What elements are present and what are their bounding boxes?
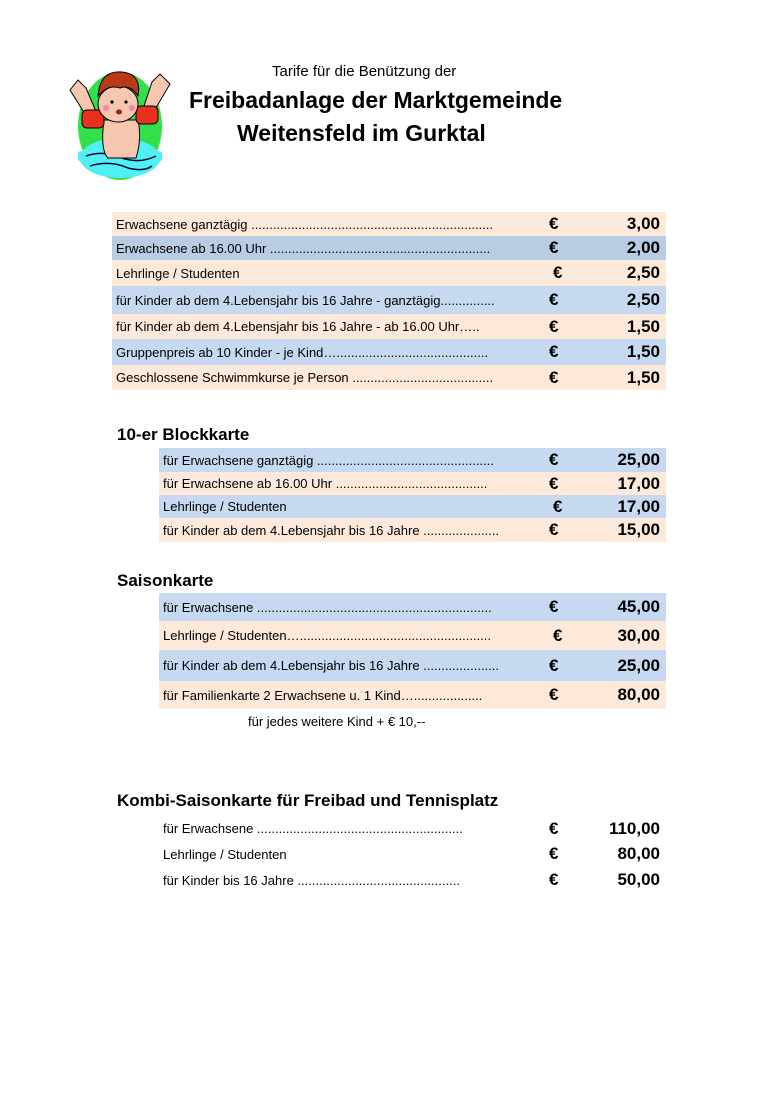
price-label: für Kinder ab dem 4.Lebensjahr bis 16 Jahre ..................... [163,658,500,673]
header-subtitle: Tarife für die Benützung der [272,63,457,80]
price-value: 1,50 [626,342,660,361]
price-label: Lehrlinge / Studenten [163,499,287,514]
price-row [159,841,666,867]
price-label: für Kinder ab dem 4.Lebensjahr bis 16 Jahre - ab 16.00 Uhr….. [116,319,480,334]
euro-symbol: € [549,597,559,616]
price-row [112,286,666,314]
euro-symbol: € [553,263,563,282]
season-price-table [159,593,666,709]
price-value: 17,00 [617,496,660,516]
price-value: 2,00 [626,238,660,257]
price-value: 15,00 [617,520,660,539]
price-value: 25,00 [617,655,660,675]
price-value: 45,00 [617,597,660,616]
price-label: Geschlossene Schwimmkurse je Person ....................................... [116,370,494,385]
euro-symbol: € [549,214,559,233]
price-label: für Erwachsene ......................................................... [163,821,463,836]
euro-symbol: € [549,520,559,539]
price-row [159,621,666,650]
euro-symbol: € [549,844,559,863]
section-title-season: Saisonkarte [117,571,214,590]
price-label: Lehrlinge / Studenten…..................................................... [163,628,492,643]
price-label: für Erwachsene ab 16.00 Uhr .......................................... [163,476,488,491]
header-title-line1: Freibadanlage der Marktgemeinde [189,87,563,113]
additional-child-note: für jedes weitere Kind + € 10,-- [248,714,426,729]
price-value: 30,00 [617,625,660,645]
daily-price-table [112,212,666,390]
price-value: 1,50 [626,367,660,387]
price-row [112,236,666,260]
block-price-table [159,448,666,542]
price-value: 1,50 [626,316,660,336]
euro-symbol: € [549,367,559,387]
price-row [159,593,666,621]
price-value: 110,00 [608,818,660,838]
euro-symbol: € [549,818,559,838]
price-row [112,212,666,236]
price-value: 80,00 [617,685,660,704]
euro-symbol: € [553,496,563,516]
price-row [159,681,666,709]
header-title-line2: Weitensfeld im Gurktal [237,120,486,146]
price-value: 2,50 [626,263,660,282]
price-label: für Erwachsene ................................................................. [163,599,492,615]
price-value: 17,00 [617,473,660,493]
price-value: 50,00 [617,870,660,889]
euro-symbol: € [549,316,559,336]
price-row [159,495,666,518]
price-row [112,260,666,286]
section-title-combo: Kombi-Saisonkarte für Freibad und Tennisplatz [117,791,499,810]
price-label: für Familienkarte 2 Erwachsene u. 1 Kind…................... [163,687,483,703]
price-value: 80,00 [617,844,660,863]
price-label: Lehrlinge / Studenten [163,846,287,862]
euro-symbol: € [549,870,559,889]
price-label: Lehrlinge / Studenten [116,265,240,281]
price-row [112,365,666,390]
price-label: für Kinder ab dem 4.Lebensjahr bis 16 Jahre - ganztägig............... [116,292,495,308]
price-row [159,518,666,542]
price-row [159,650,666,681]
euro-symbol: € [549,473,559,493]
euro-symbol: € [549,685,559,704]
combo-price-table [159,816,666,893]
price-row [159,867,666,893]
swimming-child-logo [64,60,176,182]
swimming-child-icon [64,60,176,182]
euro-symbol: € [549,342,559,361]
price-value: 25,00 [617,450,660,469]
price-label: für Erwachsene ganztägig ................................................. [163,452,494,468]
euro-symbol: € [549,290,559,309]
price-label: für Kinder ab dem 4.Lebensjahr bis 16 Jahre ..................... [163,522,500,538]
price-value: 3,00 [626,214,660,233]
price-row [159,816,666,841]
price-row [159,448,666,472]
price-row [159,472,666,495]
price-value: 2,50 [626,290,660,309]
euro-symbol: € [549,238,559,257]
price-label: für Kinder bis 16 Jahre ............................................. [163,872,460,888]
price-row [112,339,666,365]
price-row [112,314,666,339]
euro-symbol: € [549,655,559,675]
price-label: Gruppenpreis ab 10 Kinder - je Kind….......................................... [116,344,489,360]
section-title-block: 10-er Blockkarte [117,425,250,444]
euro-symbol: € [549,450,559,469]
price-label: Erwachsene ab 16.00 Uhr ............................................................. [116,240,491,256]
euro-symbol: € [553,625,563,645]
price-label: Erwachsene ganztägig ................................................................... [116,216,494,232]
